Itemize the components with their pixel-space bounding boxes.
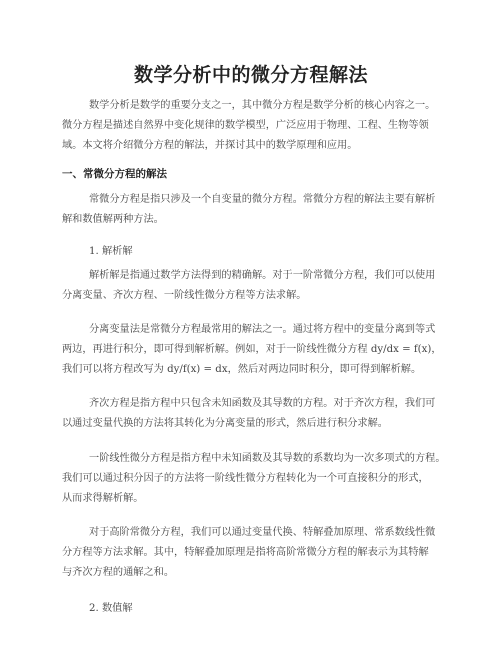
homogeneous-paragraph xyxy=(62,394,442,434)
section1-intro-paragraph xyxy=(62,190,442,230)
paragraph-line: 分离变量、齐次方程、一阶线性微分方程等方法求解。 xyxy=(62,290,307,301)
intro-line: 域。本文将介绍微分方程的解法，并探讨其中的数学原理和应用。 xyxy=(62,140,358,151)
paragraph-line: 与齐次方程的通解之和。 xyxy=(62,567,175,578)
paragraph-line: 解析解是指通过数学方法得到的精确解。对于一阶常微分方程，我们可以使用 xyxy=(89,270,436,281)
paragraph-line: 对于高阶常微分方程，我们可以通过变量代换、特解叠加原理、常系数线性微 xyxy=(89,527,436,538)
analytic-paragraph xyxy=(62,266,442,306)
section-heading: 一、常微分方程的解法 xyxy=(62,168,167,180)
paragraph-line: 常微分方程是指只涉及一个自变量的微分方程。常微分方程的解法主要有解析 xyxy=(89,194,436,205)
paragraph-line: 分离变量法是常微分方程最常用的解法之一。通过将方程中的变量分离到等式 xyxy=(89,324,436,335)
paragraph-line: 我们可以通过积分因子的方法将一阶线性微分方程转化为一个可直接积分的形式， xyxy=(62,473,429,484)
subsection-label: 2. 数值解 xyxy=(89,603,133,614)
subsection-label: 1. 解析解 xyxy=(89,246,133,257)
paragraph-line: 两边，再进行积分，即可得到解析解。例如，对于一阶线性微分方程 dy/dx = f(x)， xyxy=(62,344,442,355)
paragraph-line: 从而求得解析解。 xyxy=(62,493,144,504)
document-title: 数学分析中的微分方程解法 xyxy=(133,64,368,86)
higher-order-paragraph xyxy=(62,523,442,583)
paragraph-line: 以通过变量代换的方法将其转化为分离变量的形式，然后进行积分求解。 xyxy=(62,418,388,429)
paragraph-line: 解和数值解两种方法。 xyxy=(62,214,164,225)
intro-paragraph xyxy=(62,96,442,156)
intro-line: 数学分析是数学的重要分支之一，其中微分方程是数学分析的核心内容之一。 xyxy=(89,100,436,111)
linear-paragraph xyxy=(62,449,446,509)
intro-line: 微分方程是描述自然界中变化规律的数学模型，广泛应用于物理、工程、生物等领 xyxy=(62,120,429,131)
paragraph-line: 一阶线性微分方程是指方程中未知函数及其导数的系数均为一次多项式的方程。 xyxy=(89,453,446,464)
paragraph-line: 分方程等方法求解。其中，特解叠加原理是指将高阶常微分方程的解表示为其特解 xyxy=(62,547,429,558)
paragraph-line: 齐次方程是指方程中只包含未知函数及其导数的方程。对于齐次方程，我们可 xyxy=(89,398,436,409)
separation-paragraph xyxy=(62,320,442,380)
paragraph-line: 我们可以将方程改写为 dy/f(x) = dx，然后对两边同时积分，即可得到解析解。 xyxy=(62,364,422,375)
